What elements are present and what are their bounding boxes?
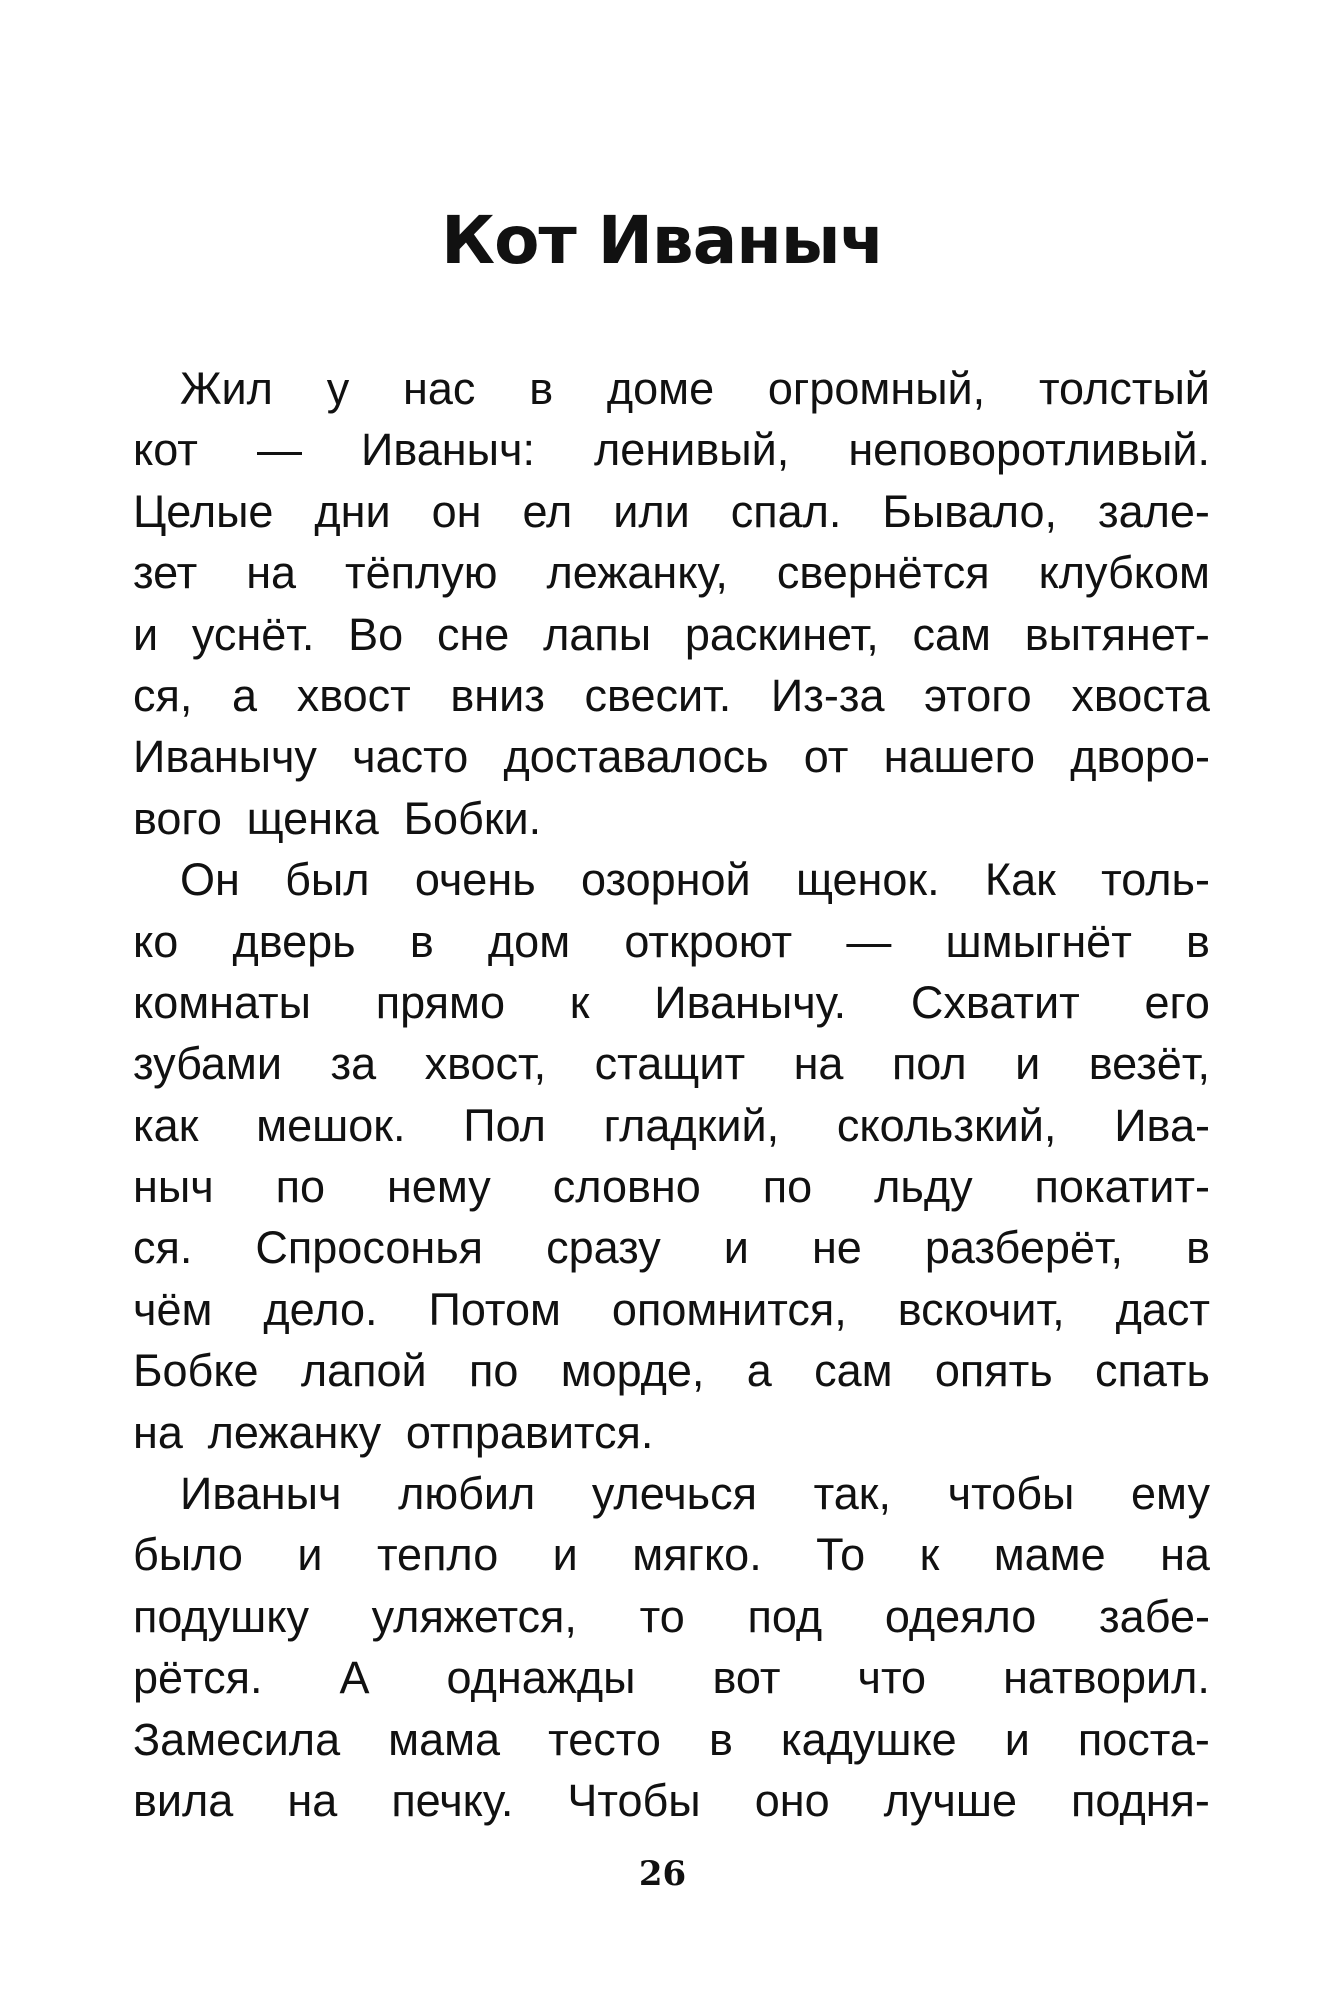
text-line: комнаты прямо к Иванычу. Схватит его — [133, 976, 1210, 1028]
story-title: Кот Иваныч — [441, 202, 884, 279]
text-line: и уснёт. Во сне лапы раскинет, сам вытянет- — [133, 608, 1210, 660]
paragraph — [133, 1463, 1210, 1831]
text-line: ся, а хвост вниз свесит. Из-за этого хвоста — [133, 669, 1210, 721]
text-line: ныч по нему словно по льду покатит- — [133, 1161, 1210, 1213]
text-line: вила на печку. Чтобы оно лучше подня- — [133, 1774, 1210, 1826]
text-line: подушку уляжется, то под одеяло забе- — [133, 1590, 1210, 1642]
text-line: рётся. А однажды вот что натворил. — [133, 1652, 1210, 1704]
text-line: вого щенка Бобки. — [133, 792, 542, 844]
text-line: кот — Иваныч: ленивый, неповоротливый. — [133, 424, 1210, 476]
text-line: Бобке лапой по морде, а сам опять спать — [133, 1345, 1210, 1397]
text-line: Иваныч любил улечься так, чтобы ему — [180, 1468, 1210, 1520]
text-line: Целые дни он ел или спал. Бывало, зале- — [133, 485, 1210, 537]
text-line: Иванычу часто доставалось от нашего дворо- — [133, 731, 1210, 783]
paragraph — [133, 358, 1210, 849]
text-line: чём дело. Потом опомнится, вскочит, даст — [133, 1283, 1210, 1335]
paragraph — [133, 849, 1210, 1463]
page-number: 26 — [638, 1854, 687, 1894]
text-line: Он был очень озорной щенок. Как толь- — [180, 854, 1210, 906]
text-line: зет на тёплую лежанку, свернётся клубком — [133, 547, 1210, 599]
text-line: ся. Спросонья сразу и не разберёт, в — [133, 1222, 1210, 1274]
text-line: ко дверь в дом откроют — шмыгнёт в — [133, 915, 1210, 967]
text-line: зубами за хвост, стащит на пол и везёт, — [133, 1038, 1210, 1090]
text-line: было и тепло и мягко. То к маме на — [133, 1529, 1210, 1581]
text-line: Замесила мама тесто в кадушке и поста- — [133, 1713, 1210, 1765]
story-body — [133, 358, 1210, 1831]
text-line: Жил у нас в доме огромный, толстый — [180, 363, 1210, 414]
text-line: как мешок. Пол гладкий, скользкий, Ива- — [133, 1099, 1210, 1151]
text-line: на лежанку отправится. — [133, 1406, 654, 1458]
